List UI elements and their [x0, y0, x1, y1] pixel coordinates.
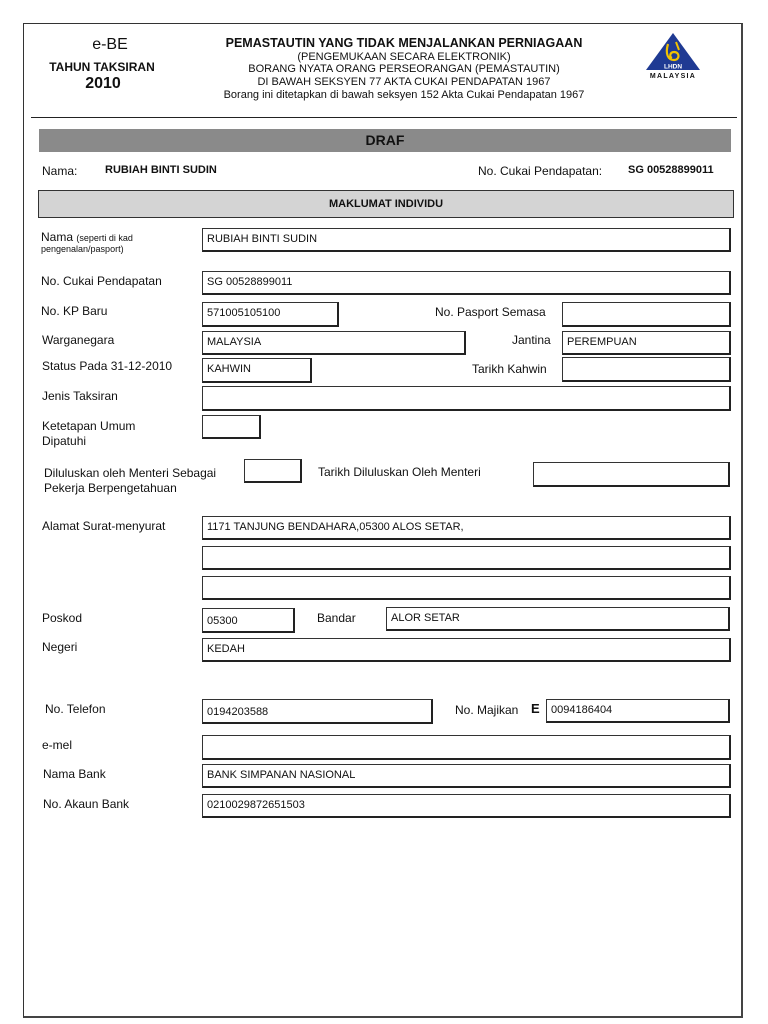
- nama-hint-2: pengenalan/pasport): [41, 244, 124, 254]
- status-field[interactable]: KAHWIN: [202, 358, 312, 383]
- ketetapan-label-2: Dipatuhi: [42, 434, 87, 448]
- jenis-taksiran-label: Jenis Taksiran: [42, 389, 118, 403]
- warganegara-field[interactable]: MALAYSIA: [202, 331, 466, 355]
- bandar-label: Bandar: [317, 611, 356, 625]
- nama-field[interactable]: RUBIAH BINTI SUDIN: [202, 228, 731, 252]
- tarikh-diluluskan-field[interactable]: [533, 462, 730, 487]
- telefon-label: No. Telefon: [45, 702, 106, 716]
- nama-bank-label: Nama Bank: [43, 767, 106, 781]
- pasport-label: No. Pasport Semasa: [435, 305, 546, 319]
- ketetapan-label: Ketetapan Umum: [42, 419, 136, 433]
- akaun-bank-label: No. Akaun Bank: [43, 797, 130, 811]
- no-cukai-field[interactable]: SG 00528899011: [202, 271, 731, 295]
- summary-cukai-label: No. Cukai Pendapatan:: [478, 164, 603, 178]
- alamat-line-3-field[interactable]: [202, 576, 731, 600]
- majikan-prefix: E: [531, 701, 540, 716]
- bandar-field[interactable]: ALOR SETAR: [386, 607, 730, 631]
- tarikh-kahwin-label: Tarikh Kahwin: [472, 362, 547, 376]
- status-label: Status Pada 31-12-2010: [42, 359, 173, 373]
- diluluskan-checkbox[interactable]: [244, 459, 302, 483]
- akaun-bank-field[interactable]: 0210029872651503: [202, 794, 731, 818]
- poskod-field[interactable]: 05300: [202, 608, 295, 633]
- nama-label: [41, 230, 133, 244]
- diluluskan-label-2: Pekerja Berpengetahuan: [44, 481, 177, 495]
- no-cukai-label: No. Cukai Pendapatan: [41, 274, 162, 288]
- tarikh-diluluskan-label: Tarikh Diluluskan Oleh Menteri: [318, 465, 481, 479]
- emel-label: e-mel: [42, 738, 73, 752]
- svg-text:MALAYSIA: MALAYSIA: [649, 73, 697, 80]
- summary-nama-value: RUBIAH BINTI SUDIN: [105, 164, 217, 176]
- ketetapan-checkbox[interactable]: [202, 415, 261, 439]
- lhdn-logo-icon: [638, 30, 708, 82]
- section-header-maklumat-individu: MAKLUMAT INDIVIDU: [38, 190, 734, 218]
- telefon-field[interactable]: 0194203588: [202, 699, 433, 724]
- alamat-line-2-field[interactable]: [202, 546, 731, 570]
- no-kp-label: No. KP Baru: [41, 304, 108, 318]
- tahun-taksiran-label: TAHUN TAKSIRAN: [49, 60, 155, 74]
- emel-field[interactable]: [202, 735, 731, 760]
- alamat-line-1-field[interactable]: 1171 TANJUNG BENDAHARA,05300 ALOS SETAR,: [202, 516, 731, 540]
- poskod-label: Poskod: [42, 611, 83, 625]
- jantina-field[interactable]: PEREMPUAN: [562, 331, 731, 355]
- negeri-field[interactable]: KEDAH: [202, 638, 731, 662]
- svg-text:LHDN: LHDN: [663, 63, 683, 71]
- no-kp-field[interactable]: 571005105100: [202, 302, 339, 327]
- form-title: PEMASTAUTIN YANG TIDAK MENJALANKAN PERNIAGAAN: [225, 36, 583, 50]
- alamat-label: Alamat Surat-menyurat: [42, 519, 166, 533]
- draft-banner: DRAF: [39, 129, 731, 152]
- nama-bank-field[interactable]: BANK SIMPANAN NASIONAL: [202, 764, 731, 788]
- form-subtitle-3: DI BAWAH SEKSYEN 77 AKTA CUKAI PENDAPATAN 1967: [257, 76, 551, 88]
- pasport-field[interactable]: [562, 302, 731, 327]
- majikan-label: No. Majikan: [455, 703, 519, 717]
- majikan-field[interactable]: 0094186404: [546, 699, 730, 723]
- negeri-label: Negeri: [42, 640, 78, 654]
- warganegara-label: Warganegara: [42, 333, 115, 347]
- jantina-label: Jantina: [512, 333, 551, 347]
- form-code: e-BE: [92, 36, 128, 53]
- nama-label-text: Nama: [41, 230, 74, 244]
- diluluskan-label: Diluluskan oleh Menteri Sebagai: [44, 466, 217, 480]
- summary-cukai-value: SG 00528899011: [628, 164, 714, 176]
- summary-nama-label: Nama:: [42, 164, 78, 178]
- form-subtitle-2: BORANG NYATA ORANG PERSEORANGAN (PEMASTAUTIN): [248, 63, 560, 75]
- header-divider: [31, 117, 737, 118]
- jenis-taksiran-field[interactable]: [202, 386, 731, 411]
- form-subtitle-1: (PENGEMUKAAN SECARA ELEKTRONIK): [297, 51, 511, 63]
- form-subtitle-4: Borang ini ditetapkan di bawah seksyen 152 Akta Cukai Pendapatan 1967: [223, 89, 585, 101]
- tarikh-kahwin-field[interactable]: [562, 357, 731, 382]
- nama-hint: (seperti di kad: [76, 233, 133, 243]
- assessment-year: 2010: [85, 75, 121, 92]
